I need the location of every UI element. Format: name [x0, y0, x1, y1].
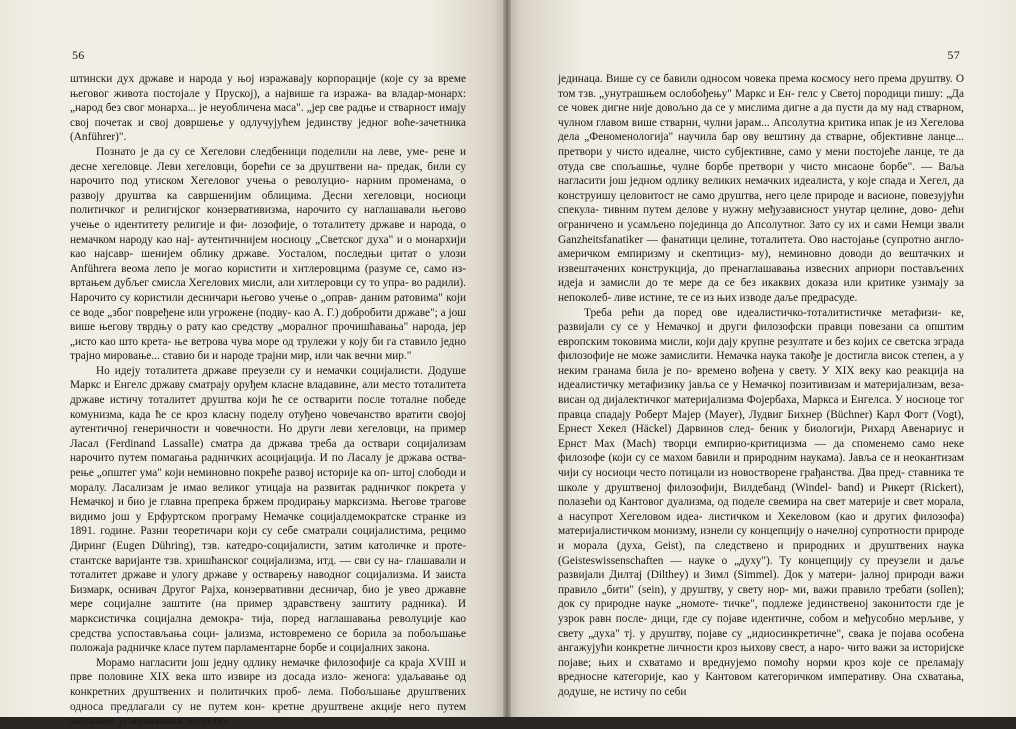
paragraph: Треба рећи да поред ове идеалистичко-тоталитистичке метафизи- ке, развијали су се у Немачкој и други филозофски правци повезани са општим европским токовима мисли, који дају крупне резултате и без којих се светска зграда филозофије не може замислити. Немачка наука такође је достигла висок степен, а у неким гранама била је по- времено вођена у свету. У XIX веку као реакција на идеалистичку метафизику јавља се у Немачкој позитивизам и материјализам, веза- висан од дијалектичког материјализма Фојербаха, Маркса и Енгелса. У носиоце тог правца спадају Роберт Мајер (Mayer), Лудвиг Бихнер (Büchner) Карл Фогт (Vogt), Ернест Хекел (Häckel) Дарвинов след- беник у биологији, Рихард Авенариус и Ернст Мах (Mach) творци емпирио-критицизма — да споменемо само неке филозофе (који су се махом бавили и природним наукама). Јавља се и неокантизам чији су носиоци често потицали из новостворене грађанства. Два пред- ставника те школе у друштвеној филозофији, Вилдебанд (Windel- band) и Рикерт (Rickert), полазећи од Кантовог дуализма, од поделе свемира на свет материје и свет морала, а насупрот Хегеловом идеа- листичком и Хекеловом (као и других филозофа) материјалистичком монизму, изнели су концепцију о начелној супротности природе и морала (духа, Geist), па следствено и природних и друштвених наука (Geisteswissenschaften — науке о „духу"). Ту концепцију су преузели и даље развијали Дилтај (Dilthey) и Зимл (Simmel). Док у матери- јалној природи важи правило „бити" (sein), у друштву, у свету нор- ми, важи правило требати (sollen); док су природне науке „номоте- тичке", подлеже јединственој законитости где је узрок равн после- дици, где су појаве идентичне, собом и међусобно мерљиве, у свету „духа" тј. у друштву, појаве су „идиосинкретичне", свака је појава особена ангажујући конкретне личности кроз њихову свест, а наро- чито важи за историјске појаве; њих и схватамо и вреднујемо помоћу норми кроз које се преламају вредносне категорије, као у Кантовом категоричком императиву. Она схватања, додуше, не истичу по себи	[558, 306, 964, 698]
left-page-number: 56	[72, 48, 85, 62]
paragraph: Морамо нагласити још једну одлику немачке филозофије са краја XVIII и прве половине XIX века што извире из досада изло- женога: удаљавање од конкретних друштвених и политичких проб- лема. Побољшање друштвених односа предлагали су не путем кон- кретне друштвене акције него путем моралног усавршавања људи-по-	[70, 656, 466, 728]
paragraph: Познато је да су се Хегелови следбеници поделили на леве, уме- рене и десне хегеловце. Леви хегеловци, борећи се за друштвени на- предак, били су нарочито под утиском Хегеловог учења о револуцио- нарним променама, о развоју друштва ка савршенијим облицима. Десни хегеловци, носиоци политичког и религијског конзервативизма, нарочито су наглашавали његово учење о идентитету религије и фи- лозофије, о тоталитету државе и народа, о немачком народу као нај- аутентичнијем носиоцу „Светског духа" и о монархији као најсавр- шенијем облику државе. Уосталом, последњи цитат о улози Anführera веома лепо је могао користити и хитлеровцима (разуме се, само из- вртањем дубљег смисла Хегелових мисли, али хитлеровци су то упра- во радили). Нарочито су користили десничари његово учење о „оправ- даним ратовима" који се воде „због повређене или угрожене (подву- као А. Г.) добробити државе"; а још више његову тврдњу о рату као средству „моралног прочишћавања" народа, јер „исто као што крета- ње ветрова чува море од трулежи у коју би га ставило једно трајно мировање... ставио би и народе трајни мир, или чак вечни мир."	[70, 145, 466, 363]
paragraph: Но идеју тоталитета државе преузели су и немачки социјалисти. Додуше Маркс и Енгелс државу сматрају оруђем класне владавине, али место тоталитета државе истичу тоталитет друштва који ће се остварити после тоталне победе комунизма, када ће се кроз класну поделу отуђено човечанство вратити својој аутентичној генеричности и човечности. Но други леви хегеловци, на пример Ласал (Ferdinand Lassalle) сматра да држава треба да оствари социјализам нарочито путем помагања радничких асоцијација. И по Ласалу је држава оства- рење „општег ума" који неминовно покреће развој историје ка оп- штој слободи и моралу. Ласализам је имао великог утицаја на развитак радничког покрета у Немачкој и био је главна препрека бржем продирању марксизма. Његове трагове видимо још у Ерфуртском програму Немачке социјалдемократске странке из 1891. године. Разни теоретичари који су себе сматрали социјалистима, рецимо Диринг (Eugen Dühring), тзв. катедро-социјалисти, затим католичке и проте- стантске варијанте тзв. хришћанског социјализма, итд. — сви су на- глашавали и тоталитет државе и улогу државе у остварењу наводног социјализма. И заиста Бизмарк, оснивач Другог Рајха, конзервативни десничар, био је увео државне мере социјалне заштите (на пример здравствену заштиту радника). И марксистичка социјална демокра- тија, поред наглашавања револуције као средства успостављања соци- јализма, истовремено се борила за побољшање положаја радничке класе путем парламентарне борбе и социјалних закона.	[70, 364, 466, 655]
paragraph: јединаца. Више су се бавили односом човека према космосу него према друштву. О том тзв. „унутрашњем ослобођењу" Маркс и Ен- гелс у Светој породици пишу: „Да се човек дигне није довољно да се у мислима дигне а да пусти да му над стварном, чулном главом више стварни, чулни јарам... Апсолутна критика ипак је из Хегелова дела „Феноменологија" научила бар ову вештину да стварне, објективне ланце... претвори у чисто идеалне, чисто субјективне, само у мени постојеће ланце, те да отуда све спољашње, чулне борбе претвори у чисто мисаоне борбе". — Ваља нагласити још једном одлику великих немачких идеалиста, у које спада и Хегел, да конструишу целовитост не само друштва, него целе природе и васионе, повезујући спекула- тивним путем делове у нужну међузависност унутар целине, дово- дећи ограничено и усамљено појединца до Апсолутног. Зато су их и сами Немци звали Ganzheitsfanatiker — фанатици целине, тоталитета. Ово настојање (супротно англо-америчком емпиризму и скептициз- му), неминовно доводи до вештачких и извештачених конструкција, до пренаглашавања извесних априори постављених идеја и замисли до те мере да се без икаквих доказа или критике узимају за непоколеб- ливе истине, те се из њих изводе даље предрасуде.	[558, 73, 964, 304]
paragraph: штински дух државе и народа у њој изражавају корпорације (које су за време његовог живота постојале у Пруској), а највише га изража- ва владар-монарх: „народ без свог монарха... је неуобличена маса". „јер све радње и стварност имају свој почетак и свој довршење у одлучујућем јединству једног воће-зачетника (Anführer)".	[70, 73, 466, 144]
right-page	[506, 0, 1016, 717]
book-gutter	[503, 0, 511, 717]
right-page-number: 57	[947, 48, 960, 62]
right-page-text	[558, 72, 964, 700]
left-page	[0, 0, 506, 728]
left-page-text	[70, 72, 466, 729]
